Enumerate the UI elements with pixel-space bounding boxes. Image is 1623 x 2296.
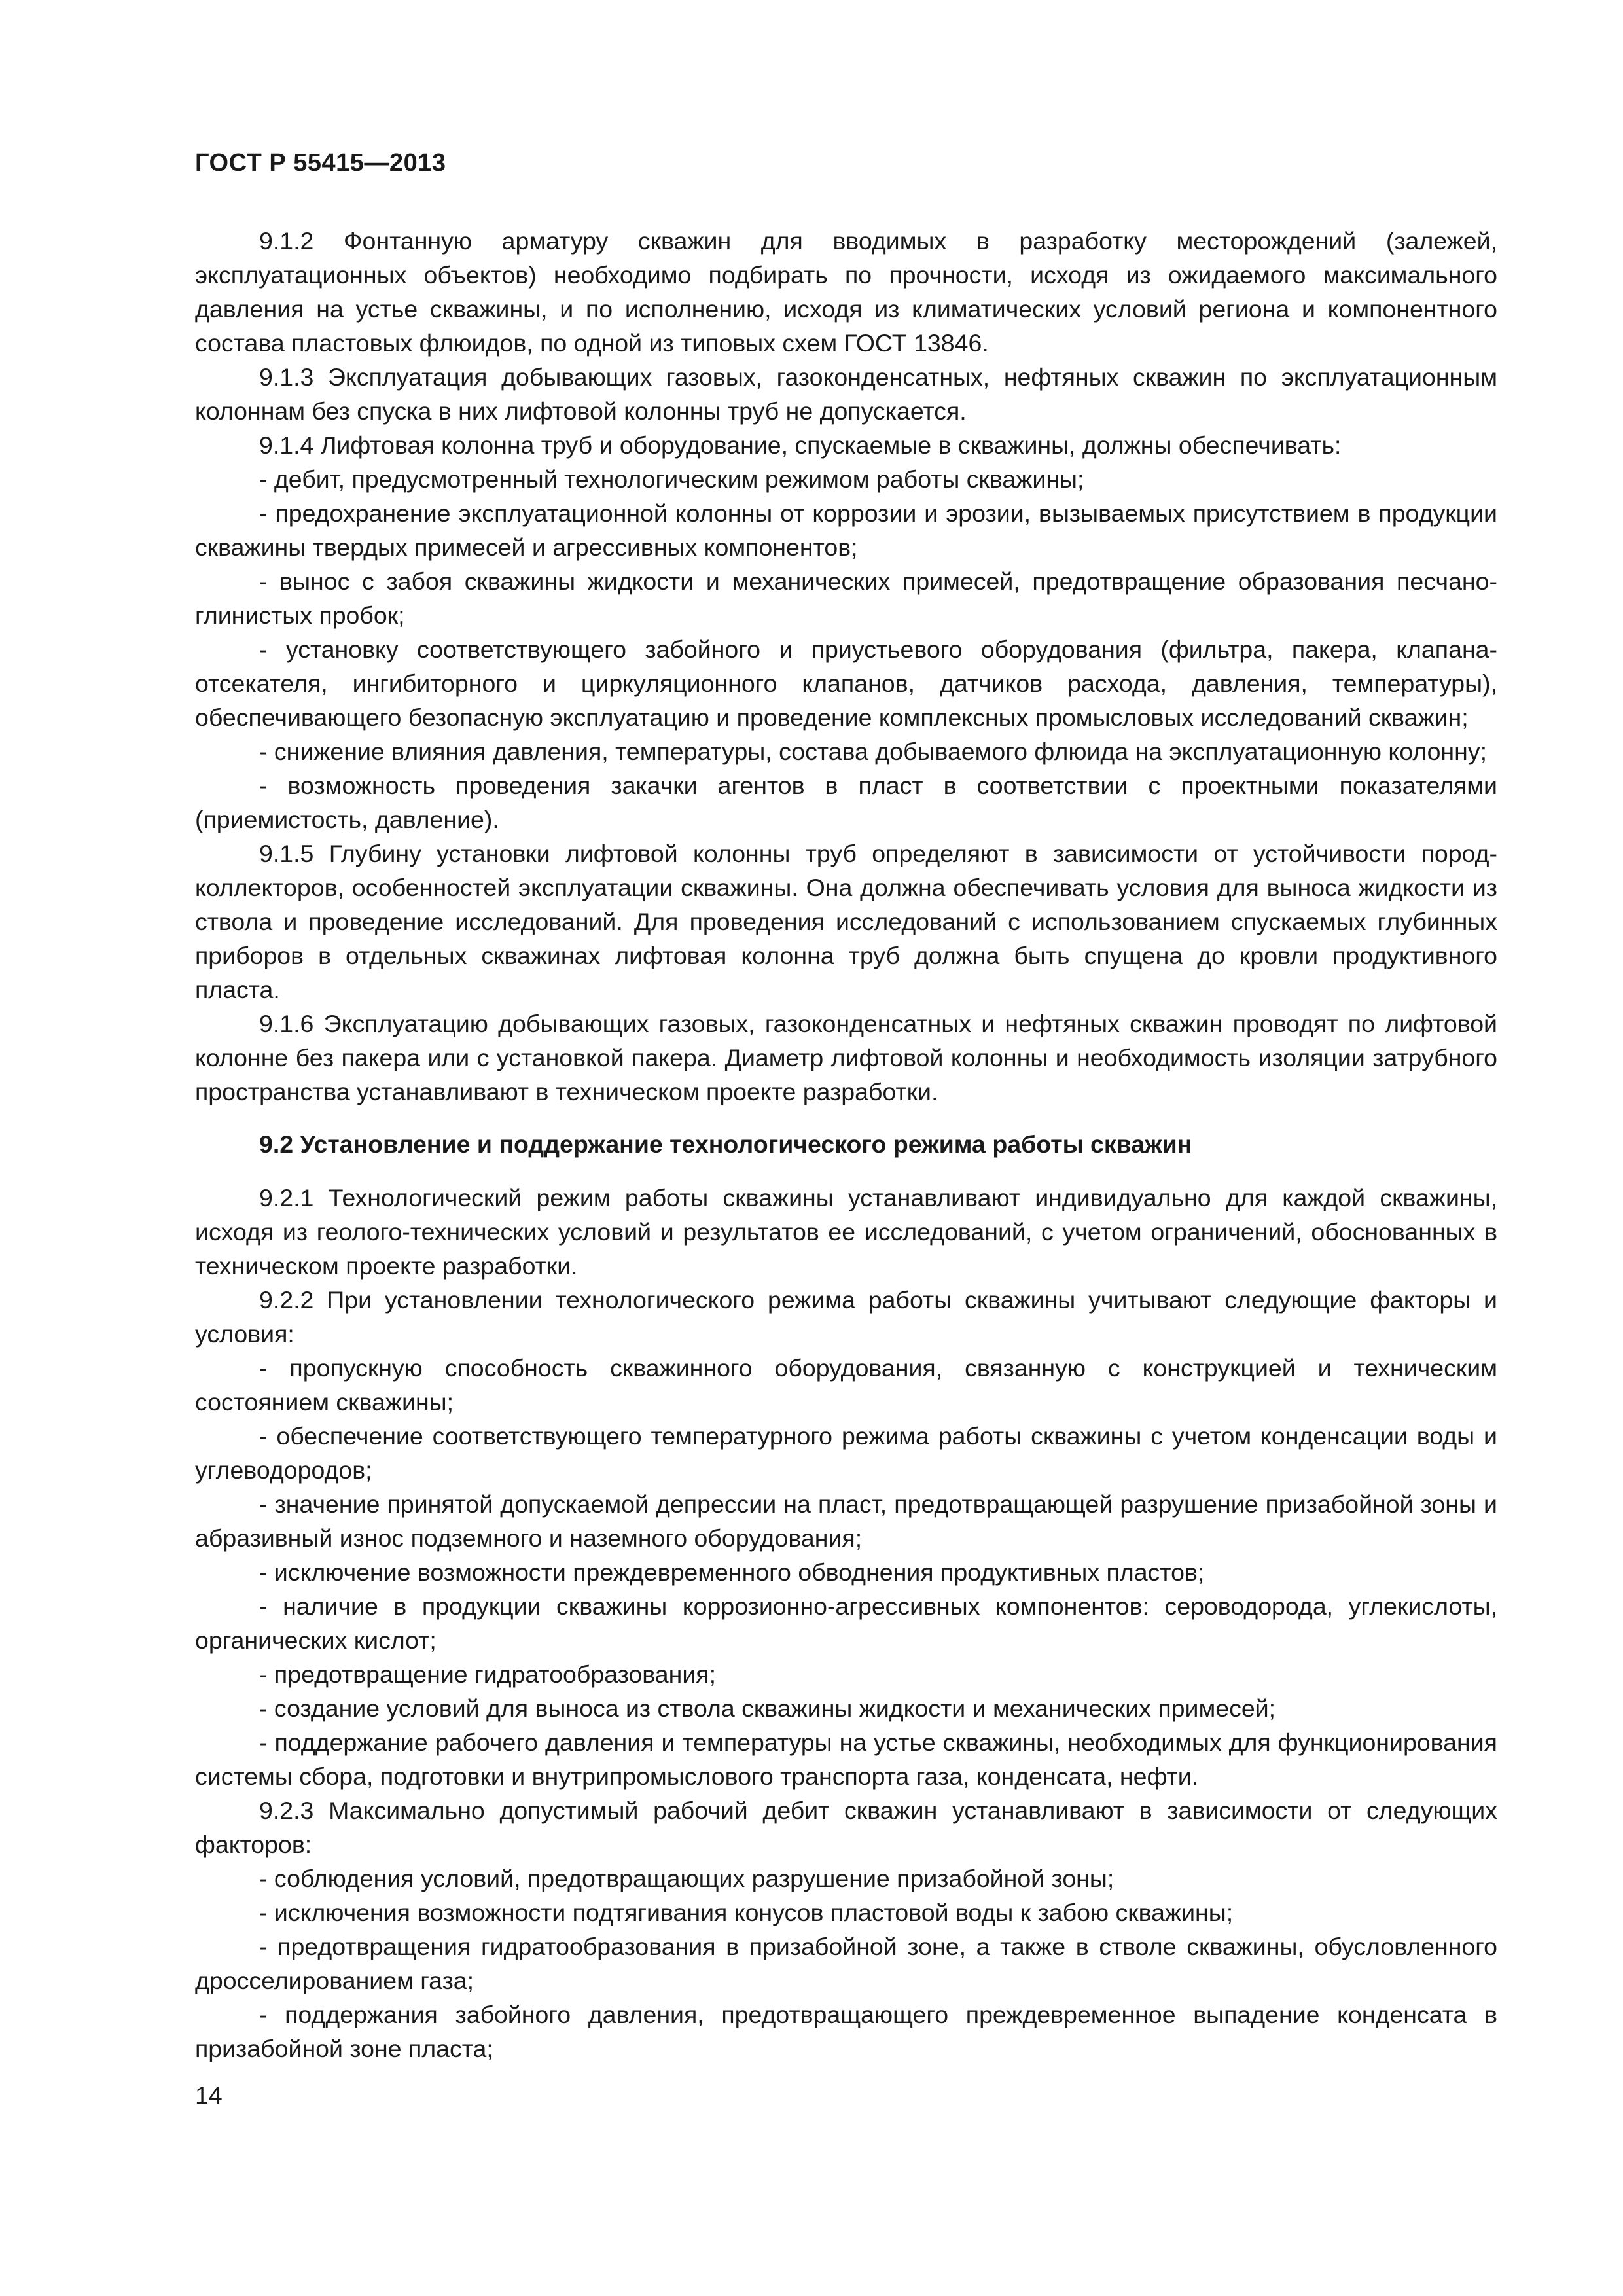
paragraph: 9.1.2 Фонтанную арматуру скважин для вводимых в разработку месторождений (залежей, эксплуатационных объектов) необходимо подбирать по прочности, исходя из ожидаемого максимального давления на устье скважины, и по исполнению, исходя из климатических условий региона и компонентного состава пластовых флюидов, по одной из типовых схем ГОСТ 13846. bbox=[195, 227, 1497, 357]
paragraph: - значение принятой допускаемой депрессии на пласт, предотвращающей разрушение призабойной зоны и абразивный износ подземного и наземного оборудования; bbox=[195, 1490, 1497, 1552]
section-heading: 9.2 Установление и поддержание технологического режима работы скважин bbox=[259, 1130, 1192, 1158]
page-number: 14 bbox=[195, 2081, 223, 2109]
paragraph: - соблюдения условий, предотвращающих разрушение призабойной зоны; bbox=[259, 1865, 1115, 1892]
document-body bbox=[195, 224, 1497, 2066]
paragraph: - обеспечение соответствующего температурного режима работы скважины с учетом конденсации воды и углеводородов; bbox=[195, 1422, 1497, 1484]
paragraph: 9.1.6 Эксплуатацию добывающих газовых, газоконденсатных и нефтяных скважин проводят по лифтовой колонне без пакера или с установкой пакера. Диаметр лифтовой колонны и необходимость изоляции затрубного пространства устанавливают в техническом проекте разработки. bbox=[195, 1010, 1497, 1105]
paragraph: - создание условий для выноса из ствола скважины жидкости и механических примесей; bbox=[259, 1695, 1276, 1722]
paragraph: - возможность проведения закачки агентов в пласт в соответствии с проектными показателями (приемистость, давление). bbox=[195, 772, 1497, 833]
paragraph: 9.1.4 Лифтовая колонна труб и оборудование, спускаемые в скважины, должны обеспечивать: bbox=[259, 431, 1342, 459]
paragraph: - исключения возможности подтягивания конусов пластовой воды к забою скважины; bbox=[259, 1899, 1234, 1926]
paragraph: 9.1.5 Глубину установки лифтовой колонны труб определяют в зависимости от устойчивости пород-коллекторов, особенностей эксплуатации скважины. Она должна обеспечивать условия для выноса жидкости из ствола и проведение исследований. Для проведения исследований с использованием спускаемых глубинных приборов в отдельных скважинах лифтовая колонна труб должна быть спущена до кровли продуктивного пласта. bbox=[195, 840, 1497, 1003]
paragraph: - наличие в продукции скважины коррозионно-агрессивных компонентов: сероводорода, углекислоты, органических кислот; bbox=[195, 1592, 1497, 1654]
paragraph: - исключение возможности преждевременного обводнения продуктивных пластов; bbox=[259, 1558, 1205, 1586]
paragraph: - поддержания забойного давления, предотвращающего преждевременное выпадение конденсата в призабойной зоне пласта; bbox=[195, 2001, 1497, 2062]
paragraph: - предохранение эксплуатационной колонны от коррозии и эрозии, вызываемых присутствием в продукции скважины твердых примесей и агрессивных компонентов; bbox=[195, 499, 1497, 561]
document-header: ГОСТ Р 55415—2013 bbox=[195, 149, 446, 177]
paragraph: 9.2.2 При установлении технологического режима работы скважины учитывают следующие факторы и условия: bbox=[195, 1286, 1497, 1348]
paragraph: 9.2.1 Технологический режим работы скважины устанавливают индивидуально для каждой скважины, исходя из геолого-технических условий и результатов ее исследований, с учетом ограничений, обоснованных в техническом проекте разработки. bbox=[195, 1184, 1497, 1280]
paragraph: 9.2.3 Максимально допустимый рабочий дебит скважин устанавливают в зависимости от следующих факторов: bbox=[195, 1797, 1497, 1858]
paragraph: - вынос с забоя скважины жидкости и механических примесей, предотвращение образования песчано-глинистых пробок; bbox=[195, 567, 1497, 629]
paragraph: - пропускную способность скважинного оборудования, связанную с конструкцией и техническим состоянием скважины; bbox=[195, 1354, 1497, 1416]
paragraph: 9.1.3 Эксплуатация добывающих газовых, газоконденсатных, нефтяных скважин по эксплуатационным колоннам без спуска в них лифтовой колонны труб не допускается. bbox=[195, 363, 1497, 425]
paragraph: - дебит, предусмотренный технологическим режимом работы скважины; bbox=[259, 465, 1084, 493]
paragraph: - предотвращения гидратообразования в призабойной зоне, а также в стволе скважины, обусловленного дросселированием газа; bbox=[195, 1933, 1497, 1994]
paragraph: - снижение влияния давления, температуры, состава добываемого флюида на эксплуатационную колонну; bbox=[259, 738, 1488, 765]
paragraph: - поддержание рабочего давления и температуры на устье скважины, необходимых для функционирования системы сбора, подготовки и внутрипромыслового транспорта газа, конденсата, нефти. bbox=[195, 1729, 1497, 1790]
paragraph: - установку соответствующего забойного и приустьевого оборудования (фильтра, пакера, клапана-отсекателя, ингибиторного и циркуляционного клапанов, датчиков расхода, давления, температуры), обеспечивающего безопасную эксплуатацию и проведение комплексных промысловых исследований скважин; bbox=[195, 636, 1497, 731]
paragraph: - предотвращение гидратообразования; bbox=[259, 1660, 717, 1688]
